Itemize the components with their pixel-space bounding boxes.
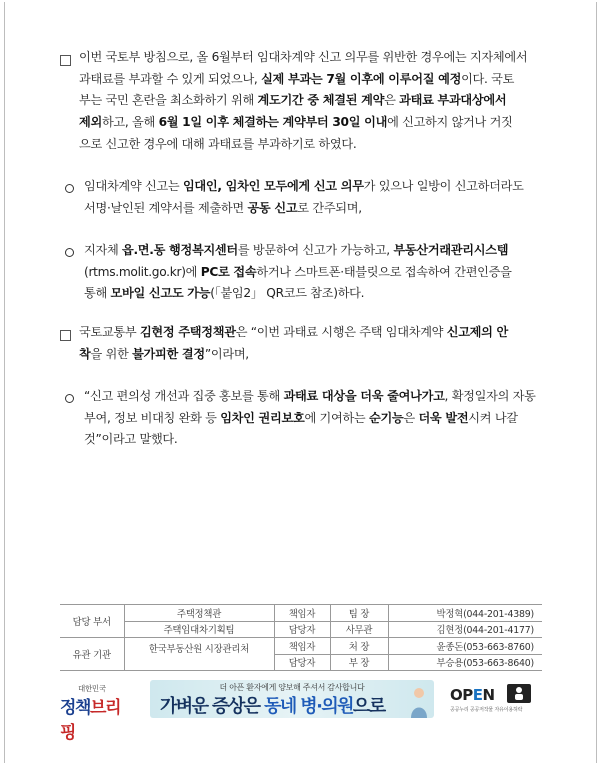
dept-label-cell: 담당 부서 xyxy=(60,605,124,638)
circle-bullet-icon xyxy=(65,182,74,197)
contact-table xyxy=(60,604,542,671)
person-cell: 부승용(053-663-8640) xyxy=(388,654,542,671)
role-cell: 담당자 xyxy=(274,621,330,638)
dept-cell: 한국부동산원 시장관리처 xyxy=(124,638,274,671)
person-cell: 윤종돈(053-663-8760) xyxy=(388,638,542,655)
person-illustration-icon xyxy=(408,686,430,718)
title-cell: 처 장 xyxy=(330,638,388,655)
table-row xyxy=(60,621,542,638)
attribution-badge-icon xyxy=(507,684,531,703)
role-cell: 책임자 xyxy=(274,638,330,655)
table-row xyxy=(60,638,542,655)
title-cell: 사무관 xyxy=(330,621,388,638)
title-cell: 팀 장 xyxy=(330,605,388,622)
open-license-logo: OPEN 공공누리 공공저작물 자유이용허락 xyxy=(450,684,532,716)
role-cell: 담당자 xyxy=(274,654,330,671)
person-cell: 김현정(044-201-4177) xyxy=(388,621,542,638)
paragraph-4: 국토교통부 김현정 주택정책관은 “이번 과태료 시행은 주택 임대차계약 신고제의 안 착을 위한 불가피한 결정”이라며, xyxy=(79,325,509,361)
square-bullet-icon xyxy=(60,330,71,345)
dept-cell: 주택정책관 xyxy=(124,605,274,622)
paragraph-5: “신고 편의성 개선과 집중 홍보를 통해 과태료 대상을 더욱 줄여나가고, 확정일자의 자동 부여, 정보 비대칭 완화 등 임차인 권리보호에 기여하는 순기능은 더욱 발전시켜 나갈 것”이라고 말했다. xyxy=(84,389,536,447)
square-bullet-icon xyxy=(60,55,71,70)
dept-label-cell: 유관 기관 xyxy=(60,638,124,671)
paragraph-3: 지자체 읍.면.동 행정복지센터를 방문하여 신고가 가능하고, 부동산거래관리시스템 (rtms.molit.go.kr)에 PC로 접속하거나 스마트폰·태블릿으로 접속하여 간편인증을 통해 모바일 신고도 가능(「붙임2」 QR코드 참조)하다. xyxy=(84,243,512,301)
clinic-campaign-banner: 더 아픈 환자에게 양보해 주셔서 감사합니다 가벼운 증상은 동네 병·의원으로 xyxy=(150,680,434,718)
dept-cell: 주택임대차기획팀 xyxy=(124,621,274,638)
person-cell: 박정혁(044-201-4389) xyxy=(388,605,542,622)
paragraph-2: 임대차계약 신고는 임대인, 임차인 모두에게 신고 의무가 있으나 일방이 신고하더라도 서명·날인된 계약서를 제출하면 공동 신고로 간주되며, xyxy=(84,179,524,215)
policy-briefing-logo: 대한민국 정책브리핑 xyxy=(60,684,121,743)
paragraph-1: 이번 국토부 방침으로, 올 6월부터 임대차계약 신고 의무를 위반한 경우에는 지자체에서 과태료를 부과할 수 있게 되었으나, 실제 부과는 7월 이후에 이루어질 예정이다. 국토 부는 국민 혼란을 최소화하기 위해 계도기간 중 체결된 계약은 과태료 부과대상에서 제외하고, 올해 6월 1일 이후 체결하는 계약부터 30일 이내에 신고하지 않거나 거짓 으로 신고한 경우에 대해 과태료를 부과하기로 하였다. xyxy=(79,50,528,151)
circle-bullet-icon xyxy=(65,246,74,261)
title-cell: 부 장 xyxy=(330,654,388,671)
role-cell: 책임자 xyxy=(274,605,330,622)
circle-bullet-icon xyxy=(65,392,74,407)
table-row xyxy=(60,605,542,622)
